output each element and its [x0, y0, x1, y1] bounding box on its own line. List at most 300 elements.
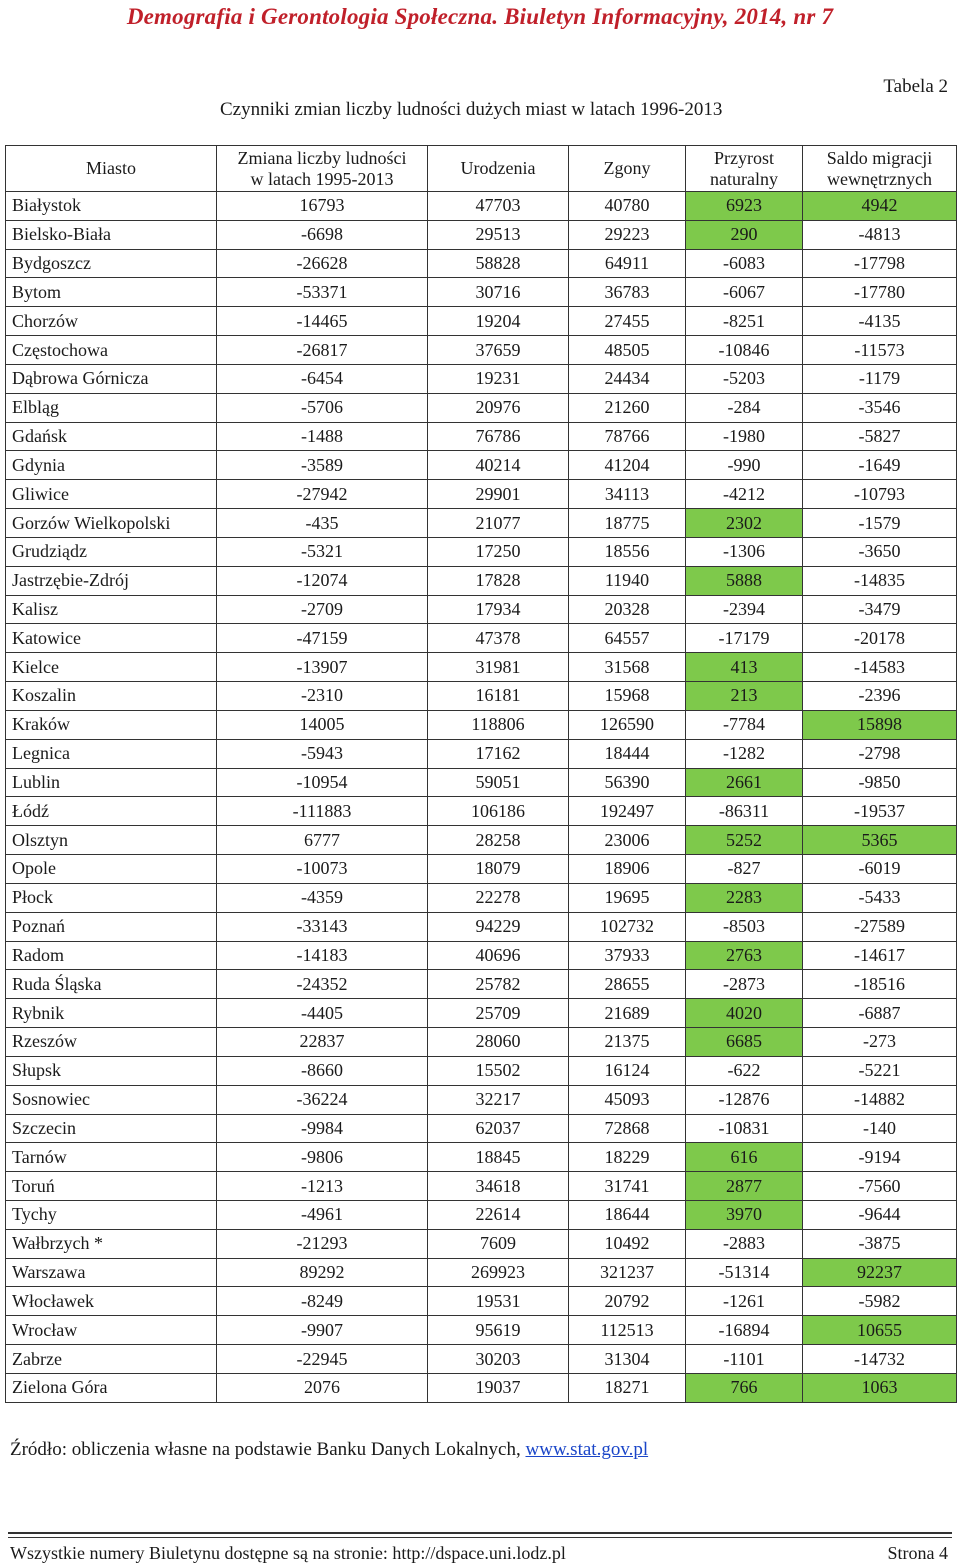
- cell-city: Radom: [6, 941, 217, 970]
- cell-migration: 10655: [803, 1316, 957, 1345]
- cell-deaths: 11940: [569, 566, 686, 595]
- table-row: [6, 364, 957, 393]
- cell-migration: -1649: [803, 451, 957, 480]
- cell-change: -3589: [217, 451, 428, 480]
- cell-change: -21293: [217, 1229, 428, 1258]
- cell-births: 59051: [428, 768, 569, 797]
- cell-migration: -9850: [803, 768, 957, 797]
- table-row: [6, 883, 957, 912]
- cell-migration: -7560: [803, 1172, 957, 1201]
- cell-deaths: 29223: [569, 220, 686, 249]
- cell-city: Tarnów: [6, 1143, 217, 1172]
- cell-change: -6454: [217, 364, 428, 393]
- cell-deaths: 31741: [569, 1172, 686, 1201]
- source-text: Źródło: obliczenia własne na podstawie Banku Danych Lokalnych,: [10, 1439, 521, 1460]
- cell-city: Opole: [6, 855, 217, 884]
- cell-natural-increase: -4212: [686, 480, 803, 509]
- cell-city: Szczecin: [6, 1114, 217, 1143]
- cell-births: 25709: [428, 999, 569, 1028]
- cell-migration: -1179: [803, 364, 957, 393]
- cell-births: 47703: [428, 192, 569, 221]
- cell-migration: -5827: [803, 422, 957, 451]
- cell-migration: -1579: [803, 509, 957, 538]
- cell-migration: -4135: [803, 307, 957, 336]
- cell-deaths: 18444: [569, 739, 686, 768]
- cell-natural-increase: -16894: [686, 1316, 803, 1345]
- cell-natural-increase: 766: [686, 1373, 803, 1402]
- cell-births: 25782: [428, 970, 569, 999]
- cell-births: 106186: [428, 797, 569, 826]
- cell-migration: -10793: [803, 480, 957, 509]
- cell-city: Toruń: [6, 1172, 217, 1201]
- table-row: [6, 1287, 957, 1316]
- cell-city: Zielona Góra: [6, 1373, 217, 1402]
- cell-city: Słupsk: [6, 1056, 217, 1085]
- cell-deaths: 21260: [569, 393, 686, 422]
- cell-natural-increase: -2883: [686, 1229, 803, 1258]
- source-link[interactable]: www.stat.gov.pl: [525, 1439, 649, 1460]
- cell-migration: -20178: [803, 624, 957, 653]
- cell-change: 22837: [217, 1028, 428, 1057]
- table-row: [6, 1143, 957, 1172]
- cell-births: 30203: [428, 1345, 569, 1374]
- table-row: [6, 653, 957, 682]
- cell-natural-increase: -12876: [686, 1085, 803, 1114]
- page-header: Demografia i Gerontologia Społeczna. Biuletyn Informacyjny, 2014, nr 7: [126, 4, 834, 29]
- cell-deaths: 64557: [569, 624, 686, 653]
- cell-births: 18845: [428, 1143, 569, 1172]
- cell-change: -53371: [217, 278, 428, 307]
- cell-deaths: 24434: [569, 364, 686, 393]
- cell-migration: -6019: [803, 855, 957, 884]
- col-header-deaths: Zgony: [569, 146, 686, 192]
- cell-deaths: 21375: [569, 1028, 686, 1057]
- col-header-city: Miasto: [6, 146, 217, 192]
- cell-natural-increase: 290: [686, 220, 803, 249]
- table-row: [6, 566, 957, 595]
- source-note: [10, 1439, 648, 1461]
- cell-change: -36224: [217, 1085, 428, 1114]
- cell-births: 95619: [428, 1316, 569, 1345]
- footer-text: Wszystkie numery Biuletynu dostępne są na stronie: http://dspace.uni.lodz.pl: [10, 1543, 566, 1563]
- table-row: [6, 941, 957, 970]
- cell-change: -14465: [217, 307, 428, 336]
- cell-city: Gdańsk: [6, 422, 217, 451]
- cell-migration: 92237: [803, 1258, 957, 1287]
- cell-natural-increase: 5252: [686, 826, 803, 855]
- cell-change: -26817: [217, 336, 428, 365]
- cell-deaths: 34113: [569, 480, 686, 509]
- cell-births: 19231: [428, 364, 569, 393]
- cell-births: 19531: [428, 1287, 569, 1316]
- cell-births: 17250: [428, 537, 569, 566]
- cell-births: 269923: [428, 1258, 569, 1287]
- cell-natural-increase: -1261: [686, 1287, 803, 1316]
- cell-births: 40214: [428, 451, 569, 480]
- cell-births: 40696: [428, 941, 569, 970]
- cell-change: -6698: [217, 220, 428, 249]
- cell-city: Bielsko-Biała: [6, 220, 217, 249]
- cell-change: -435: [217, 509, 428, 538]
- page-number: Strona 4: [887, 1543, 948, 1563]
- cell-natural-increase: -8503: [686, 912, 803, 941]
- table-row: [6, 826, 957, 855]
- cell-deaths: 27455: [569, 307, 686, 336]
- cell-city: Bydgoszcz: [6, 249, 217, 278]
- cell-migration: -14732: [803, 1345, 957, 1374]
- cell-migration: 5365: [803, 826, 957, 855]
- cell-natural-increase: 2283: [686, 883, 803, 912]
- col-header-migration: Saldo migracji wewnętrznych: [803, 146, 957, 192]
- cell-natural-increase: 2661: [686, 768, 803, 797]
- cell-change: -10954: [217, 768, 428, 797]
- cell-deaths: 36783: [569, 278, 686, 307]
- cell-city: Katowice: [6, 624, 217, 653]
- cell-city: Częstochowa: [6, 336, 217, 365]
- cell-natural-increase: 2302: [686, 509, 803, 538]
- cell-city: Koszalin: [6, 682, 217, 711]
- cell-change: -9806: [217, 1143, 428, 1172]
- cell-change: -2709: [217, 595, 428, 624]
- cell-city: Wałbrzych *: [6, 1229, 217, 1258]
- cell-city: Olsztyn: [6, 826, 217, 855]
- cell-natural-increase: 3970: [686, 1200, 803, 1229]
- cell-change: -33143: [217, 912, 428, 941]
- cell-natural-increase: -17179: [686, 624, 803, 653]
- cell-deaths: 37933: [569, 941, 686, 970]
- cell-births: 16181: [428, 682, 569, 711]
- cell-migration: -2396: [803, 682, 957, 711]
- cell-deaths: 78766: [569, 422, 686, 451]
- table-row: [6, 1258, 957, 1287]
- table-caption: Czynniki zmian liczby ludności dużych miast w latach 1996-2013: [220, 99, 723, 120]
- cell-natural-increase: -1980: [686, 422, 803, 451]
- table-row: [6, 336, 957, 365]
- cell-city: Dąbrowa Górnicza: [6, 364, 217, 393]
- cell-deaths: 18271: [569, 1373, 686, 1402]
- cell-births: 58828: [428, 249, 569, 278]
- table-row: [6, 855, 957, 884]
- cell-deaths: 16124: [569, 1056, 686, 1085]
- cell-births: 30716: [428, 278, 569, 307]
- table-row: [6, 307, 957, 336]
- cell-migration: -9644: [803, 1200, 957, 1229]
- cell-deaths: 112513: [569, 1316, 686, 1345]
- cell-change: 6777: [217, 826, 428, 855]
- cell-deaths: 20792: [569, 1287, 686, 1316]
- cell-deaths: 102732: [569, 912, 686, 941]
- cell-migration: -6887: [803, 999, 957, 1028]
- table-row: [6, 393, 957, 422]
- cell-deaths: 18906: [569, 855, 686, 884]
- cell-change: -1213: [217, 1172, 428, 1201]
- table-row: [6, 797, 957, 826]
- cell-deaths: 40780: [569, 192, 686, 221]
- cell-births: 19204: [428, 307, 569, 336]
- cell-migration: -2798: [803, 739, 957, 768]
- table-row: [6, 192, 957, 221]
- table-row: [6, 509, 957, 538]
- population-table: [5, 145, 957, 1403]
- cell-births: 7609: [428, 1229, 569, 1258]
- cell-city: Kraków: [6, 710, 217, 739]
- cell-births: 37659: [428, 336, 569, 365]
- cell-city: Gliwice: [6, 480, 217, 509]
- cell-births: 32217: [428, 1085, 569, 1114]
- cell-change: -26628: [217, 249, 428, 278]
- cell-city: Tychy: [6, 1200, 217, 1229]
- cell-births: 15502: [428, 1056, 569, 1085]
- cell-city: Ruda Śląska: [6, 970, 217, 999]
- cell-deaths: 19695: [569, 883, 686, 912]
- cell-city: Grudziądz: [6, 537, 217, 566]
- cell-births: 17934: [428, 595, 569, 624]
- cell-natural-increase: 4020: [686, 999, 803, 1028]
- cell-migration: -3546: [803, 393, 957, 422]
- cell-deaths: 21689: [569, 999, 686, 1028]
- cell-change: -4961: [217, 1200, 428, 1229]
- cell-change: -111883: [217, 797, 428, 826]
- cell-city: Elbląg: [6, 393, 217, 422]
- cell-change: -4405: [217, 999, 428, 1028]
- cell-natural-increase: 2763: [686, 941, 803, 970]
- cell-migration: -4813: [803, 220, 957, 249]
- table-row: [6, 1056, 957, 1085]
- cell-natural-increase: -2394: [686, 595, 803, 624]
- cell-births: 22278: [428, 883, 569, 912]
- cell-deaths: 72868: [569, 1114, 686, 1143]
- cell-deaths: 31568: [569, 653, 686, 682]
- cell-births: 20976: [428, 393, 569, 422]
- table-row: [6, 1172, 957, 1201]
- cell-births: 62037: [428, 1114, 569, 1143]
- cell-deaths: 18775: [569, 509, 686, 538]
- cell-city: Wrocław: [6, 1316, 217, 1345]
- cell-births: 19037: [428, 1373, 569, 1402]
- footer-divider: [8, 1532, 952, 1534]
- cell-migration: 15898: [803, 710, 957, 739]
- cell-change: -5943: [217, 739, 428, 768]
- cell-city: Bytom: [6, 278, 217, 307]
- cell-natural-increase: -1306: [686, 537, 803, 566]
- cell-city: Rzeszów: [6, 1028, 217, 1057]
- table-row: [6, 1085, 957, 1114]
- cell-change: -4359: [217, 883, 428, 912]
- cell-city: Lublin: [6, 768, 217, 797]
- cell-migration: -14835: [803, 566, 957, 595]
- cell-migration: 1063: [803, 1373, 957, 1402]
- col-header-natural-increase: Przyrost naturalny: [686, 146, 803, 192]
- cell-natural-increase: -7784: [686, 710, 803, 739]
- table-row: [6, 1345, 957, 1374]
- table-row: [6, 624, 957, 653]
- cell-migration: -3875: [803, 1229, 957, 1258]
- cell-natural-increase: -51314: [686, 1258, 803, 1287]
- cell-natural-increase: -86311: [686, 797, 803, 826]
- cell-natural-increase: -1282: [686, 739, 803, 768]
- table-row: [6, 1229, 957, 1258]
- cell-births: 118806: [428, 710, 569, 739]
- cell-migration: -27589: [803, 912, 957, 941]
- cell-births: 47378: [428, 624, 569, 653]
- cell-deaths: 28655: [569, 970, 686, 999]
- table-row: [6, 422, 957, 451]
- table-row: [6, 595, 957, 624]
- cell-deaths: 41204: [569, 451, 686, 480]
- cell-city: Płock: [6, 883, 217, 912]
- cell-deaths: 31304: [569, 1345, 686, 1374]
- footer-divider-thin: [8, 1537, 952, 1538]
- cell-births: 76786: [428, 422, 569, 451]
- cell-city: Jastrzębie-Zdrój: [6, 566, 217, 595]
- cell-natural-increase: -6083: [686, 249, 803, 278]
- cell-city: Zabrze: [6, 1345, 217, 1374]
- table-row: [6, 710, 957, 739]
- cell-births: 28258: [428, 826, 569, 855]
- cell-natural-increase: -284: [686, 393, 803, 422]
- cell-migration: -17780: [803, 278, 957, 307]
- cell-change: -8249: [217, 1287, 428, 1316]
- table-label: Tabela 2: [883, 76, 948, 97]
- cell-city: Włocławek: [6, 1287, 217, 1316]
- cell-births: 22614: [428, 1200, 569, 1229]
- cell-change: -12074: [217, 566, 428, 595]
- table-row: [6, 1316, 957, 1345]
- cell-change: -2310: [217, 682, 428, 711]
- cell-natural-increase: 213: [686, 682, 803, 711]
- cell-migration: -14882: [803, 1085, 957, 1114]
- cell-deaths: 48505: [569, 336, 686, 365]
- table-row: [6, 970, 957, 999]
- cell-natural-increase: -990: [686, 451, 803, 480]
- cell-change: -5706: [217, 393, 428, 422]
- table-row: [6, 451, 957, 480]
- cell-natural-increase: 616: [686, 1143, 803, 1172]
- cell-natural-increase: 2877: [686, 1172, 803, 1201]
- cell-city: Rybnik: [6, 999, 217, 1028]
- cell-natural-increase: 6923: [686, 192, 803, 221]
- cell-natural-increase: -10846: [686, 336, 803, 365]
- cell-deaths: 64911: [569, 249, 686, 278]
- cell-migration: -9194: [803, 1143, 957, 1172]
- cell-migration: -3650: [803, 537, 957, 566]
- cell-city: Kielce: [6, 653, 217, 682]
- table-row: [6, 912, 957, 941]
- table-row: [6, 682, 957, 711]
- cell-deaths: 45093: [569, 1085, 686, 1114]
- cell-deaths: 15968: [569, 682, 686, 711]
- table-row: [6, 220, 957, 249]
- cell-births: 28060: [428, 1028, 569, 1057]
- cell-births: 29513: [428, 220, 569, 249]
- cell-migration: -273: [803, 1028, 957, 1057]
- cell-natural-increase: 5888: [686, 566, 803, 595]
- cell-deaths: 126590: [569, 710, 686, 739]
- cell-migration: -11573: [803, 336, 957, 365]
- cell-natural-increase: -10831: [686, 1114, 803, 1143]
- cell-change: -1488: [217, 422, 428, 451]
- cell-births: 17828: [428, 566, 569, 595]
- cell-natural-increase: 413: [686, 653, 803, 682]
- cell-deaths: 18556: [569, 537, 686, 566]
- table-row: [6, 999, 957, 1028]
- cell-change: 14005: [217, 710, 428, 739]
- cell-migration: -5221: [803, 1056, 957, 1085]
- cell-births: 34618: [428, 1172, 569, 1201]
- cell-natural-increase: 6685: [686, 1028, 803, 1057]
- cell-migration: -3479: [803, 595, 957, 624]
- cell-change: 2076: [217, 1373, 428, 1402]
- cell-change: -14183: [217, 941, 428, 970]
- cell-city: Chorzów: [6, 307, 217, 336]
- cell-change: -27942: [217, 480, 428, 509]
- cell-deaths: 10492: [569, 1229, 686, 1258]
- cell-births: 31981: [428, 653, 569, 682]
- table-row: [6, 739, 957, 768]
- cell-natural-increase: -5203: [686, 364, 803, 393]
- cell-change: -47159: [217, 624, 428, 653]
- cell-migration: -14583: [803, 653, 957, 682]
- cell-deaths: 321237: [569, 1258, 686, 1287]
- cell-change: -10073: [217, 855, 428, 884]
- cell-migration: -140: [803, 1114, 957, 1143]
- cell-migration: -18516: [803, 970, 957, 999]
- cell-change: -13907: [217, 653, 428, 682]
- cell-migration: -14617: [803, 941, 957, 970]
- cell-city: Białystok: [6, 192, 217, 221]
- cell-migration: -17798: [803, 249, 957, 278]
- table-row: [6, 278, 957, 307]
- cell-natural-increase: -2873: [686, 970, 803, 999]
- table-header-row: [6, 146, 957, 192]
- cell-migration: -19537: [803, 797, 957, 826]
- col-header-change: Zmiana liczby ludności w latach 1995-2013: [217, 146, 428, 192]
- table-row: [6, 537, 957, 566]
- cell-natural-increase: -827: [686, 855, 803, 884]
- cell-migration: 4942: [803, 192, 957, 221]
- cell-births: 21077: [428, 509, 569, 538]
- table-row: [6, 480, 957, 509]
- cell-natural-increase: -6067: [686, 278, 803, 307]
- cell-change: -9907: [217, 1316, 428, 1345]
- cell-deaths: 18644: [569, 1200, 686, 1229]
- cell-city: Łódź: [6, 797, 217, 826]
- cell-natural-increase: -1101: [686, 1345, 803, 1374]
- cell-city: Gdynia: [6, 451, 217, 480]
- cell-births: 94229: [428, 912, 569, 941]
- cell-births: 18079: [428, 855, 569, 884]
- cell-deaths: 192497: [569, 797, 686, 826]
- table-row: [6, 768, 957, 797]
- cell-deaths: 20328: [569, 595, 686, 624]
- cell-natural-increase: -622: [686, 1056, 803, 1085]
- cell-change: -24352: [217, 970, 428, 999]
- table-row: [6, 1114, 957, 1143]
- cell-natural-increase: -8251: [686, 307, 803, 336]
- cell-deaths: 56390: [569, 768, 686, 797]
- cell-city: Sosnowiec: [6, 1085, 217, 1114]
- cell-deaths: 18229: [569, 1143, 686, 1172]
- cell-change: -8660: [217, 1056, 428, 1085]
- table-row: [6, 1373, 957, 1402]
- cell-city: Poznań: [6, 912, 217, 941]
- cell-migration: -5433: [803, 883, 957, 912]
- cell-city: Legnica: [6, 739, 217, 768]
- cell-city: Warszawa: [6, 1258, 217, 1287]
- cell-city: Gorzów Wielkopolski: [6, 509, 217, 538]
- cell-migration: -5982: [803, 1287, 957, 1316]
- cell-births: 17162: [428, 739, 569, 768]
